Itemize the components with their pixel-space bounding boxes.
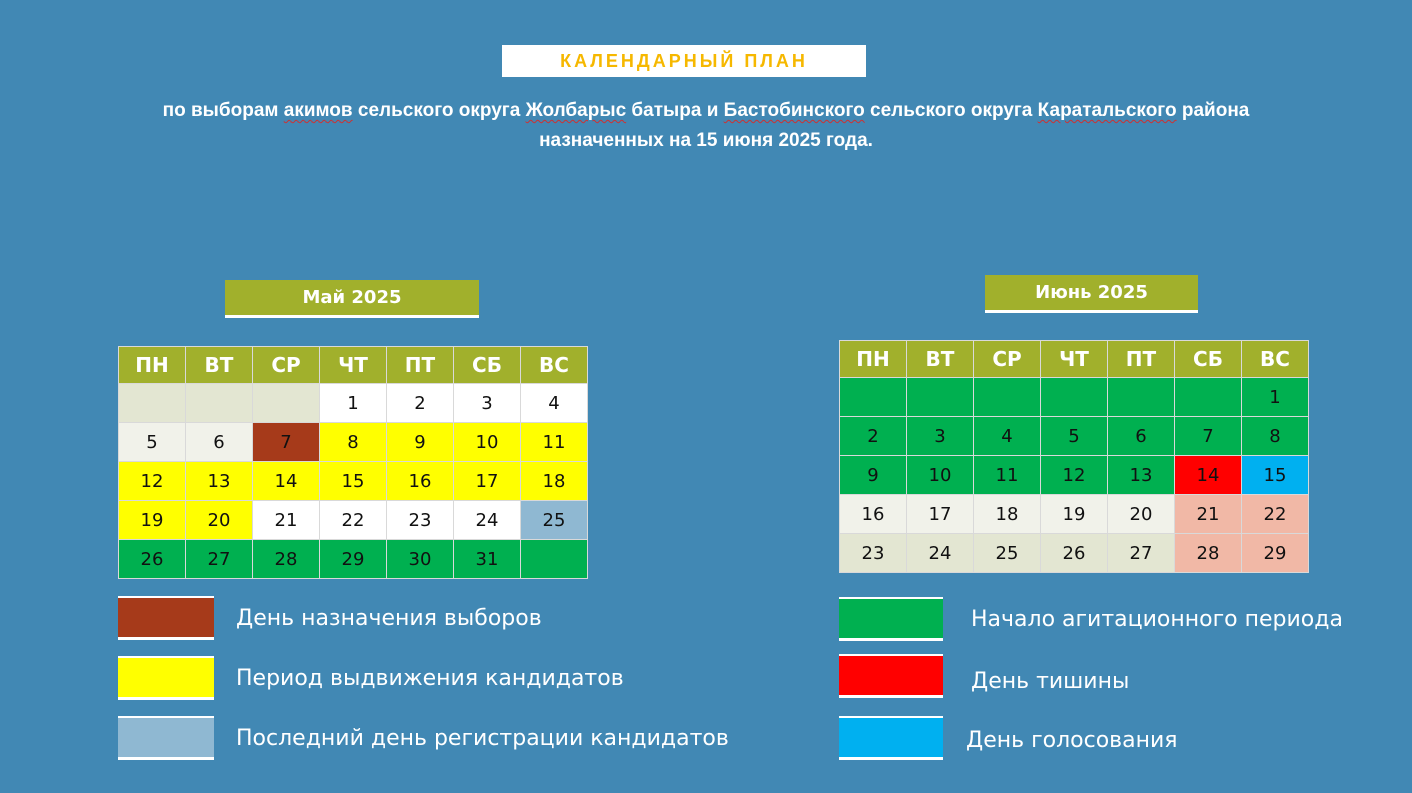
subtitle-fragment: сельского округа — [864, 100, 1038, 121]
subtitle-line-2: назначенных на 15 июня 2025 года. — [539, 130, 873, 151]
calendar-week-row — [840, 456, 1309, 495]
calendar-day-cell: 5 — [1041, 417, 1108, 456]
calendar-week-row — [119, 384, 588, 423]
calendar-day-cell: 29 — [320, 540, 387, 579]
calendar-day-cell — [119, 384, 186, 423]
calendar-day-cell: 4 — [974, 417, 1041, 456]
calendar-day-cell — [840, 378, 907, 417]
calendar-day-cell: 11 — [974, 456, 1041, 495]
calendar-day-cell: 21 — [253, 501, 320, 540]
calendar-day-cell: 8 — [1242, 417, 1309, 456]
calendar-day-cell: 18 — [521, 462, 588, 501]
calendar-day-cell: 2 — [840, 417, 907, 456]
calendar-week-row — [840, 417, 1309, 456]
calendar-day-cell: 3 — [907, 417, 974, 456]
calendar-day-cell: 8 — [320, 423, 387, 462]
calendar-day-cell: 26 — [1041, 534, 1108, 573]
legend-label-campaign-start: Начало агитационного периода — [971, 607, 1343, 632]
calendar-day-cell: 26 — [119, 540, 186, 579]
calendar-day-cell: 22 — [320, 501, 387, 540]
calendar-day-cell: 9 — [840, 456, 907, 495]
calendar-day-cell: 1 — [320, 384, 387, 423]
weekday-header: ПН — [119, 347, 186, 384]
calendar-day-cell: 24 — [907, 534, 974, 573]
calendar-day-cell: 13 — [1108, 456, 1175, 495]
calendar-day-cell: 7 — [1175, 417, 1242, 456]
calendar-day-cell: 12 — [1041, 456, 1108, 495]
calendar-day-cell: 16 — [840, 495, 907, 534]
weekday-header: ВС — [1242, 341, 1309, 378]
calendar-day-cell: 13 — [186, 462, 253, 501]
calendar-week-row — [840, 534, 1309, 573]
weekday-header: ВС — [521, 347, 588, 384]
weekday-header: СР — [253, 347, 320, 384]
calendar-day-cell — [186, 384, 253, 423]
weekday-header: СБ — [1175, 341, 1242, 378]
calendar-day-cell — [1175, 378, 1242, 417]
calendar-day-cell: 10 — [454, 423, 521, 462]
calendar-day-cell: 17 — [907, 495, 974, 534]
calendar-day-cell: 11 — [521, 423, 588, 462]
calendar-day-cell: 27 — [186, 540, 253, 579]
calendar-week-row — [119, 423, 588, 462]
weekday-header-row — [119, 347, 588, 384]
calendar-day-cell: 15 — [1242, 456, 1309, 495]
calendar-day-cell: 24 — [454, 501, 521, 540]
legend-swatch-campaign-start — [839, 597, 943, 641]
calendar-day-cell: 29 — [1242, 534, 1309, 573]
subtitle-fragment: сельского округа — [352, 100, 526, 121]
calendar-day-cell: 14 — [253, 462, 320, 501]
calendar-week-row — [119, 540, 588, 579]
calendar-day-cell: 19 — [119, 501, 186, 540]
legend-swatch-election-called — [118, 596, 214, 640]
legend-swatch-last-registration-day — [118, 716, 214, 760]
june-calendar — [839, 340, 1309, 573]
calendar-day-cell — [253, 384, 320, 423]
calendar-week-row — [119, 462, 588, 501]
weekday-header-row — [840, 341, 1309, 378]
weekday-header: ПН — [840, 341, 907, 378]
page-title: КАЛЕНДАРНЫЙ ПЛАН — [502, 45, 866, 77]
calendar-day-cell — [974, 378, 1041, 417]
calendar-day-cell: 1 — [1242, 378, 1309, 417]
calendar-day-cell — [907, 378, 974, 417]
weekday-header: ПТ — [1108, 341, 1175, 378]
calendar-day-cell — [1041, 378, 1108, 417]
calendar-day-cell: 16 — [387, 462, 454, 501]
calendar-day-cell: 22 — [1242, 495, 1309, 534]
calendar-day-cell: 28 — [253, 540, 320, 579]
calendar-day-cell: 2 — [387, 384, 454, 423]
weekday-header: ВТ — [907, 341, 974, 378]
subtitle-line-1 — [0, 96, 1412, 126]
calendar-day-cell: 6 — [1108, 417, 1175, 456]
calendar-day-cell: 5 — [119, 423, 186, 462]
calendar-week-row — [119, 501, 588, 540]
weekday-header: СБ — [454, 347, 521, 384]
calendar-day-cell: 21 — [1175, 495, 1242, 534]
subtitle-fragment: по выборам — [162, 100, 284, 121]
calendar-day-cell: 27 — [1108, 534, 1175, 573]
calendar-day-cell: 9 — [387, 423, 454, 462]
calendar-day-cell: 10 — [907, 456, 974, 495]
legend-label-nomination-period: Период выдвижения кандидатов — [236, 666, 624, 691]
calendar-day-cell: 12 — [119, 462, 186, 501]
subtitle-fragment: Бастобинского — [723, 100, 865, 121]
legend-label-silence-day: День тишины — [971, 669, 1130, 694]
calendar-day-cell: 25 — [521, 501, 588, 540]
weekday-header: СР — [974, 341, 1041, 378]
calendar-day-cell: 31 — [454, 540, 521, 579]
calendar-day-cell: 15 — [320, 462, 387, 501]
weekday-header: ЧТ — [1041, 341, 1108, 378]
calendar-day-cell: 3 — [454, 384, 521, 423]
legend-swatch-voting-day — [839, 716, 943, 760]
calendar-day-cell: 20 — [186, 501, 253, 540]
subtitle-fragment: батыра и — [626, 100, 724, 121]
legend-label-election-called: День назначения выборов — [236, 606, 542, 631]
calendar-day-cell: 19 — [1041, 495, 1108, 534]
calendar-week-row — [840, 378, 1309, 417]
calendar-day-cell: 7 — [253, 423, 320, 462]
subtitle-fragment: акимов — [283, 100, 353, 121]
calendar-day-cell: 25 — [974, 534, 1041, 573]
calendar-day-cell: 20 — [1108, 495, 1175, 534]
subtitle — [0, 96, 1412, 156]
legend-swatch-silence-day — [839, 654, 943, 698]
weekday-header: ЧТ — [320, 347, 387, 384]
calendar-day-cell: 23 — [387, 501, 454, 540]
calendar-day-cell: 14 — [1175, 456, 1242, 495]
calendar-day-cell — [521, 540, 588, 579]
subtitle-fragment: Каратальского — [1037, 100, 1177, 121]
calendar-week-row — [840, 495, 1309, 534]
calendar-day-cell: 17 — [454, 462, 521, 501]
calendar-day-cell: 23 — [840, 534, 907, 573]
calendar-day-cell: 4 — [521, 384, 588, 423]
calendar-day-cell: 18 — [974, 495, 1041, 534]
calendar-day-cell: 6 — [186, 423, 253, 462]
may-calendar — [118, 346, 588, 579]
calendar-day-cell: 28 — [1175, 534, 1242, 573]
weekday-header: ВТ — [186, 347, 253, 384]
legend-label-voting-day: День голосования — [966, 728, 1178, 753]
legend-label-last-registration-day: Последний день регистрации кандидатов — [236, 726, 729, 751]
subtitle-fragment: Жолбарыс — [525, 100, 627, 121]
legend-swatch-nomination-period — [118, 656, 214, 700]
subtitle-fragment: района — [1176, 100, 1250, 121]
calendar-day-cell: 30 — [387, 540, 454, 579]
calendar-day-cell — [1108, 378, 1175, 417]
weekday-header: ПТ — [387, 347, 454, 384]
june-month-label: Июнь 2025 — [985, 275, 1198, 313]
may-month-label: Май 2025 — [225, 280, 479, 318]
